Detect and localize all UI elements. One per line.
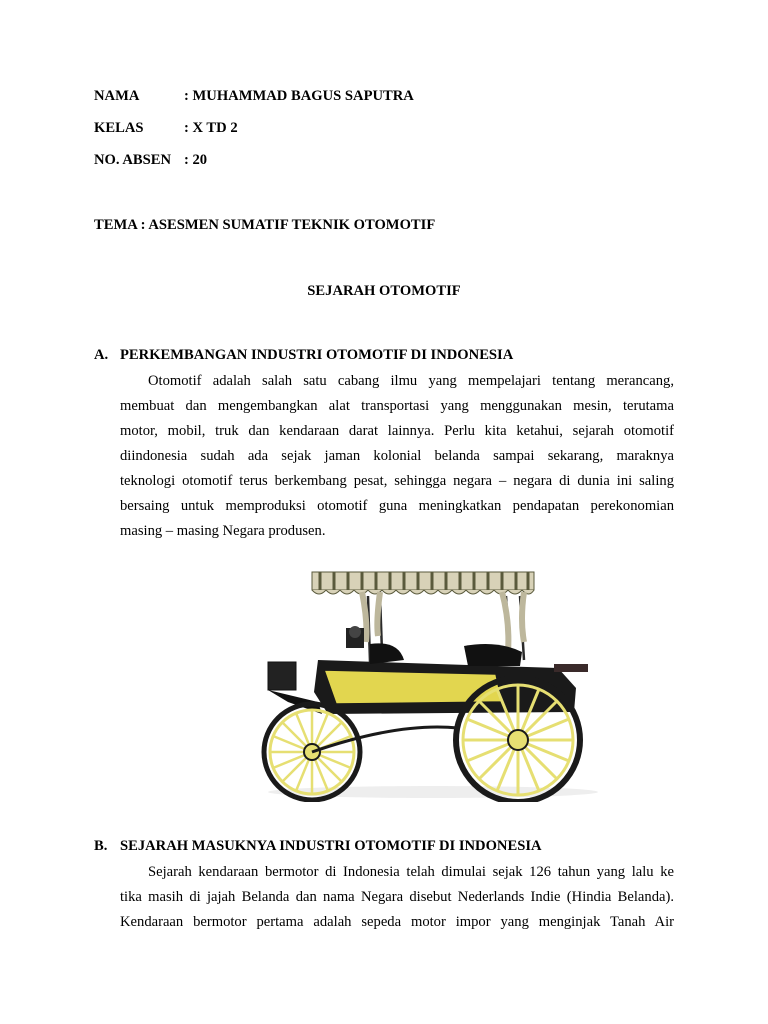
section-b-title: SEJARAH MASUKNYA INDUSTRI OTOMOTIF DI INDONESIA bbox=[120, 838, 542, 854]
paragraph-line: Kendaraan bermotor pertama adalah sepeda motor impor yang menginjak Tanah Air bbox=[120, 914, 674, 930]
section-a-heading bbox=[94, 347, 513, 364]
paragraph-line: motor, mobil, truk dan kendaraan darat lainnya. Perlu kita ketahui, sejarah otomotif bbox=[120, 423, 674, 439]
paragraph-line: teknologi otomotif terus berkembang pesat, sehingga negara – negara di dunia ini saling bbox=[120, 473, 674, 489]
paragraph-line: bersaing untuk memproduksi otomotif guna meningkatkan pendapatan perekonomian bbox=[120, 498, 674, 514]
name-label: NAMA bbox=[94, 88, 140, 104]
paragraph-line: Otomotif adalah salah satu cabang ilmu yang mempelajari tentang merancang, bbox=[148, 373, 674, 389]
paragraph-line: masing – masing Negara produsen. bbox=[120, 523, 326, 539]
section-a-paragraph bbox=[120, 369, 674, 544]
paragraph-line: diindonesia sudah ada sejak jaman kolonial belanda sampai sekarang, maraknya bbox=[120, 448, 674, 464]
section-a-title: PERKEMBANGAN INDUSTRI OTOMOTIF DI INDONESIA bbox=[120, 347, 514, 363]
absen-label: NO. ABSEN bbox=[94, 152, 172, 168]
paragraph-line: membuat dan mengembangkan alat transportasi yang menggunakan mesin, terutama bbox=[120, 398, 674, 414]
class-value: : X TD 2 bbox=[184, 120, 238, 136]
paragraph-line: tika masih di jajah Belanda dan nama Negara disebut Nederlands Indie (Hindia Belanda). bbox=[120, 889, 674, 905]
vintage-car-image bbox=[258, 552, 602, 802]
section-b-number: B. bbox=[94, 838, 108, 854]
section-b-heading bbox=[94, 838, 542, 855]
rear-wheel bbox=[456, 678, 580, 802]
paragraph-line: Sejarah kendaraan bermotor di Indonesia telah dimulai sejak 126 tahun yang lalu ke bbox=[148, 864, 674, 880]
section-b-paragraph bbox=[120, 860, 674, 935]
document-title: SEJARAH OTOMOTIF bbox=[307, 283, 461, 299]
class-label: KELAS bbox=[94, 120, 144, 136]
absen-value: : 20 bbox=[184, 152, 208, 168]
theme-line: TEMA : ASESMEN SUMATIF TEKNIK OTOMOTIF bbox=[94, 217, 436, 233]
section-a-number: A. bbox=[94, 347, 109, 363]
name-value: : MUHAMMAD BAGUS SAPUTRA bbox=[184, 88, 414, 104]
